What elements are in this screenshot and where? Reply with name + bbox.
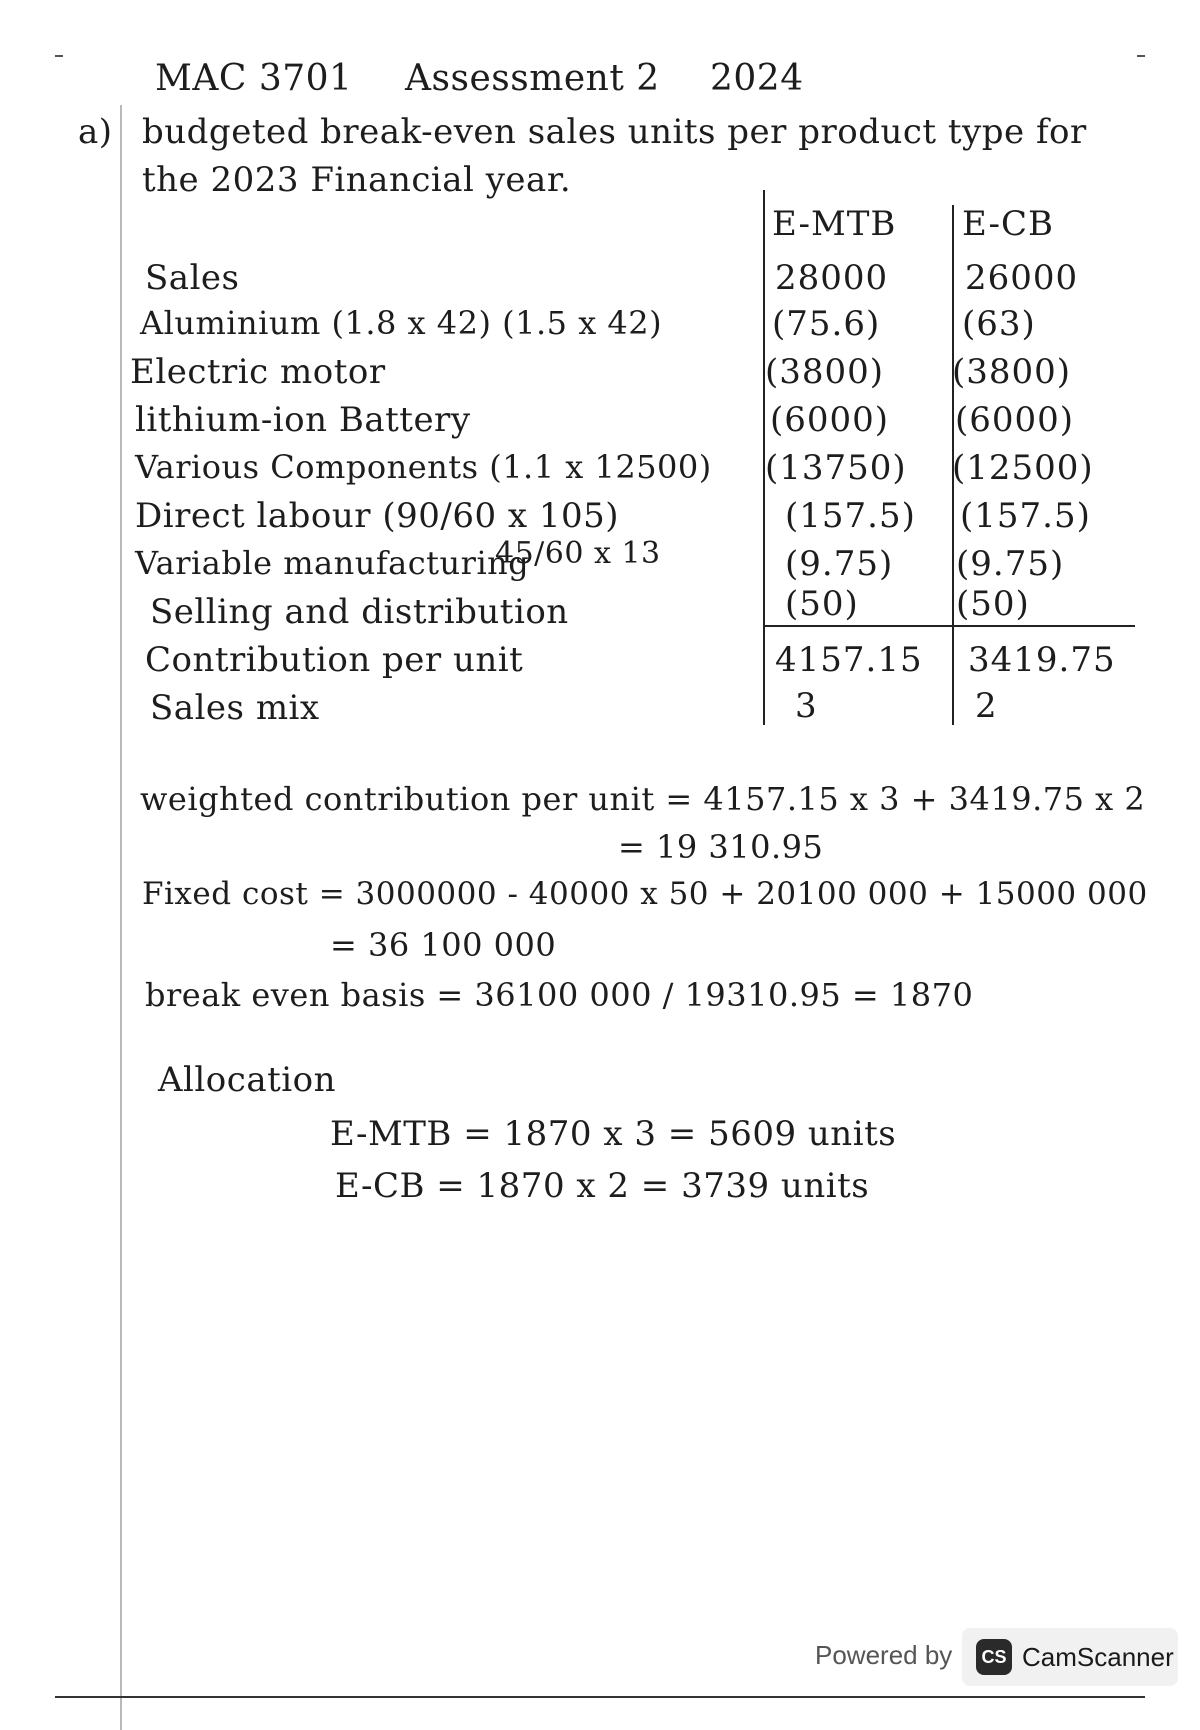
e-mtb-value: (3800) bbox=[765, 352, 885, 392]
assessment-title: Assessment 2 bbox=[405, 58, 660, 99]
weighted-contribution-result: = 19 310.95 bbox=[618, 828, 824, 866]
camscanner-brand-name: CamScanner bbox=[1022, 1641, 1174, 1672]
fixed-cost-result: = 36 100 000 bbox=[330, 926, 557, 964]
e-cb-value: (12500) bbox=[952, 448, 1094, 488]
break-even-line: break even basis = 36100 000 / 19310.95 = 1870 bbox=[145, 976, 974, 1014]
row-label: Electric motor bbox=[130, 352, 386, 392]
e-cb-value: 2 bbox=[975, 686, 998, 726]
e-mtb-value: (9.75) bbox=[785, 544, 894, 584]
e-cb-value: (50) bbox=[956, 584, 1030, 624]
corner-mark-right bbox=[1137, 55, 1145, 57]
camscanner-icon: CS bbox=[976, 1639, 1012, 1675]
e-mtb-value: 28000 bbox=[775, 258, 889, 298]
corner-mark-left bbox=[55, 55, 63, 57]
table-total-rule bbox=[763, 625, 1135, 627]
row-label: Sales bbox=[145, 258, 240, 298]
row-note: 45/60 x 13 bbox=[495, 536, 661, 571]
row-label: Aluminium (1.8 x 42) (1.5 x 42) bbox=[140, 304, 663, 342]
powered-by-text: Powered by bbox=[815, 1640, 953, 1670]
row-label: lithium-ion Battery bbox=[135, 400, 471, 440]
weighted-contribution-line: weighted contribution per unit = 4157.15 x 3 + 3419.75 x 2 bbox=[140, 780, 1146, 818]
allocation-e-cb: E-CB = 1870 x 2 = 3739 units bbox=[335, 1166, 870, 1206]
row-label: Selling and distribution bbox=[150, 592, 569, 632]
column-header-e-mtb: E-MTB bbox=[772, 204, 897, 244]
row-label: Various Components (1.1 x 12500) bbox=[135, 448, 712, 486]
allocation-title: Allocation bbox=[158, 1060, 336, 1100]
question-label: a) bbox=[78, 112, 113, 152]
margin-rule bbox=[120, 105, 122, 1730]
e-cb-value: (9.75) bbox=[956, 544, 1065, 584]
question-line-2: the 2023 Financial year. bbox=[142, 160, 572, 200]
e-cb-value: (6000) bbox=[955, 400, 1075, 440]
fixed-cost-line: Fixed cost = 3000000 - 40000 x 50 + 20100 000 + 15000 000 bbox=[142, 876, 1148, 912]
course-code: MAC 3701 bbox=[155, 58, 353, 99]
bottom-rule bbox=[55, 1696, 1145, 1698]
row-label: Direct labour (90/60 x 105) bbox=[135, 496, 620, 536]
e-cb-value: 26000 bbox=[965, 258, 1079, 298]
row-label: Contribution per unit bbox=[145, 640, 524, 680]
column-header-e-cb: E-CB bbox=[962, 204, 1054, 244]
e-mtb-value: (13750) bbox=[765, 448, 907, 488]
e-mtb-value: 3 bbox=[795, 686, 818, 726]
assessment-year: 2024 bbox=[710, 58, 804, 99]
e-mtb-value: (157.5) bbox=[785, 496, 916, 536]
row-label: Variable manufacturing bbox=[135, 544, 530, 582]
camscanner-badge bbox=[962, 1628, 1178, 1686]
e-cb-value: (157.5) bbox=[960, 496, 1091, 536]
allocation-e-mtb: E-MTB = 1870 x 3 = 5609 units bbox=[330, 1114, 897, 1154]
e-cb-value: (63) bbox=[962, 304, 1036, 344]
question-line-1: budgeted break-even sales units per product type for bbox=[142, 112, 1087, 152]
e-mtb-value: (75.6) bbox=[772, 304, 881, 344]
e-mtb-value: (50) bbox=[785, 584, 859, 624]
e-cb-value: (3800) bbox=[952, 352, 1072, 392]
e-mtb-value: 4157.15 bbox=[775, 640, 923, 680]
row-label: Sales mix bbox=[150, 688, 320, 728]
e-mtb-value: (6000) bbox=[770, 400, 890, 440]
e-cb-value: 3419.75 bbox=[968, 640, 1116, 680]
